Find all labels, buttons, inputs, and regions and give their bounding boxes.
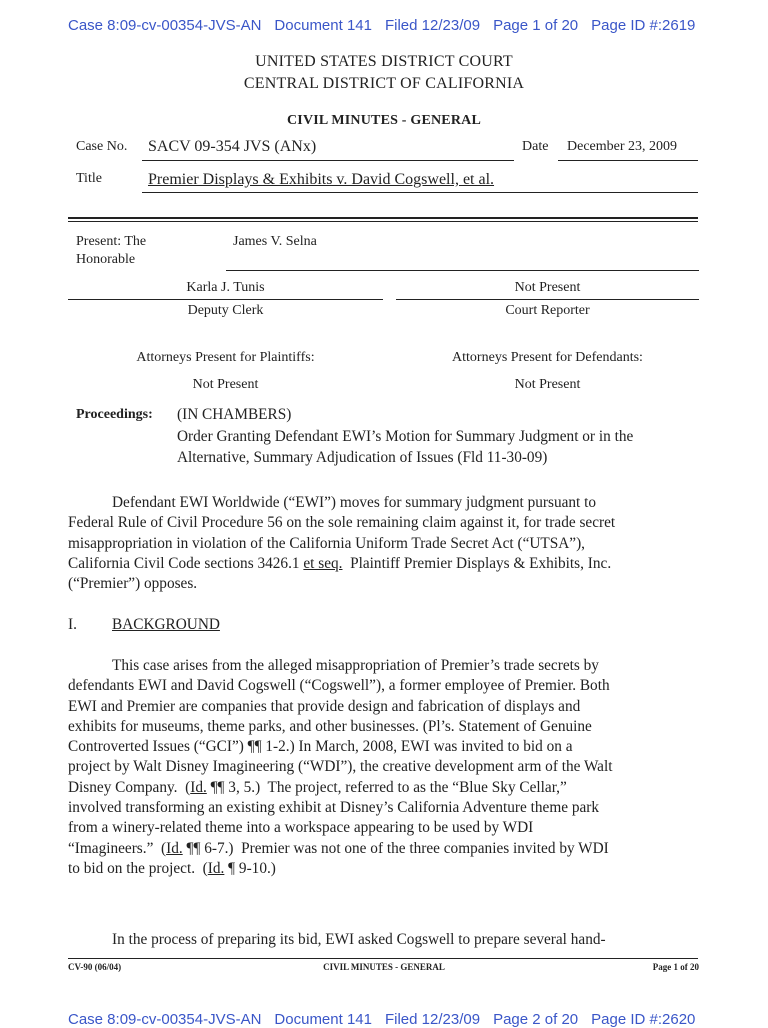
para1-line — [68, 554, 708, 574]
stamp-filed: Filed 12/23/09 — [384, 1011, 481, 1028]
footer-form-number: CV-90 (06/04) — [68, 962, 122, 972]
para2-line: exhibits for museums, theme parks, and other businesses. (Pl’s. Statement of Genuine — [68, 717, 592, 735]
proceedings-line3: Alternative, Summary Adjudication of Issues (Fld 11-30-09) — [177, 449, 548, 466]
date-label: Date — [522, 139, 549, 154]
para2-line: This case arises from the alleged misappropriation of Premier’s trade secrets by — [112, 657, 599, 674]
para1-text: California Civil Code sections 3426.1 — [68, 554, 304, 572]
body-paragraph-2 — [68, 656, 708, 879]
case-no-label: Case No. — [76, 139, 128, 154]
para2-line — [68, 839, 708, 859]
judge-rule — [226, 270, 699, 271]
para2-line: Controverted Issues (“GCI”) ¶¶ 1-2.) In March, 2008, EWI was invited to bid on a — [68, 738, 573, 756]
present-label-2: Honorable — [76, 252, 136, 267]
para2-line — [68, 778, 708, 798]
citation-et-seq: et seq. — [303, 554, 343, 572]
para2-text: Disney Company. ( — [68, 778, 191, 796]
stamp-case: Case 8:09-cv-00354-JVS-AN — [68, 1011, 262, 1028]
separator-rule-top — [68, 217, 698, 219]
para1-line: misappropriation in violation of the California Uniform Trade Secret Act (“UTSA”), — [68, 534, 586, 552]
case-no-value: SACV 09-354 JVS (ANx) — [148, 138, 317, 155]
reporter-role: Court Reporter — [505, 303, 590, 318]
clerk-role: Deputy Clerk — [187, 303, 264, 318]
stamp-case: Case 8:09-cv-00354-JVS-AN — [68, 17, 262, 34]
para2-text: ¶ 9-10.) — [224, 859, 276, 877]
para1-text: Plaintiff Premier Displays & Exhibits, Inc. — [342, 554, 612, 572]
proceedings-label: Proceedings: — [76, 407, 153, 422]
body-paragraph-3: In the process of preparing its bid, EWI asked Cogswell to prepare several hand- — [112, 931, 606, 948]
stamp-page-id: Page ID #:2619 — [591, 17, 696, 34]
para1-line: Federal Rule of Civil Procedure 56 on the sole remaining claim against it, for trade secret — [68, 514, 616, 532]
court-name-line2: CENTRAL DISTRICT OF CALIFORNIA — [243, 75, 525, 92]
present-label-1: Present: The — [76, 234, 147, 249]
para2-line: EWI and Premier are companies that provide design and fabrication of displays and — [68, 697, 581, 715]
stamp-page-id: Page ID #:2620 — [591, 1011, 696, 1028]
body-paragraph-1 — [68, 493, 708, 594]
para1-line: Defendant EWI Worldwide (“EWI”) moves for summary judgment pursuant to — [112, 494, 597, 511]
citation-id: Id. — [190, 778, 207, 796]
attorneys-defendants-label: Attorneys Present for Defendants: — [452, 350, 643, 365]
stamp-page: Page 1 of 20 — [493, 17, 579, 34]
para2-text: ¶¶ 3, 5.) The project, referred to as the “Blue Sky Cellar,” — [206, 778, 567, 796]
stamp-filed: Filed 12/23/09 — [384, 17, 481, 34]
para2-line: project by Walt Disney Imagineering (“WDI”), the creative development arm of the Walt — [68, 758, 613, 776]
case-no-rule — [142, 160, 514, 161]
case-title: Premier Displays & Exhibits v. David Cogswell, et al. — [148, 171, 495, 188]
para1-line: (“Premier”) opposes. — [68, 575, 198, 593]
reporter-rule — [396, 299, 699, 300]
next-page-filing-stamp — [68, 1011, 695, 1028]
court-name-line1: UNITED STATES DISTRICT COURT — [255, 53, 513, 70]
title-rule — [142, 192, 698, 193]
stamp-page: Page 2 of 20 — [493, 1011, 579, 1028]
para2-text: “Imagineers.” ( — [68, 839, 167, 857]
para2-line: defendants EWI and David Cogswell (“Cogswell”), a former employee of Premier. Both — [68, 677, 610, 695]
proceedings-line1: (IN CHAMBERS) — [177, 406, 292, 423]
separator-rule-bottom — [68, 221, 698, 222]
filing-stamp — [68, 17, 695, 34]
para2-line — [68, 859, 708, 879]
judge-name: James V. Selna — [233, 234, 317, 249]
section-number: I. — [68, 616, 77, 633]
footer-page: Page 1 of 20 — [652, 962, 699, 972]
title-label: Title — [76, 171, 102, 186]
date-value: December 23, 2009 — [567, 139, 678, 154]
proceedings-line2: Order Granting Defendant EWI’s Motion for Summary Judgment or in the — [177, 428, 634, 445]
para2-line: involved transforming an existing exhibit at Disney’s California Adventure theme park — [68, 799, 600, 817]
citation-id: Id. — [166, 839, 183, 857]
attorneys-defendants-value: Not Present — [514, 377, 581, 392]
date-rule — [558, 160, 698, 161]
para2-text: ¶¶ 6-7.) Premier was not one of the three companies invited by WDI — [182, 839, 609, 857]
citation-id: Id. — [207, 859, 225, 877]
stamp-document: Document 141 — [274, 17, 372, 34]
clerk-name: Karla J. Tunis — [186, 280, 265, 295]
clerk-rule — [68, 299, 383, 300]
attorneys-plaintiffs-label: Attorneys Present for Plaintiffs: — [136, 350, 315, 365]
footer-rule — [68, 958, 698, 959]
attorneys-plaintiffs-value: Not Present — [192, 377, 259, 392]
para2-text: to bid on the project. ( — [68, 859, 208, 877]
stamp-document: Document 141 — [274, 1011, 372, 1028]
reporter-name: Not Present — [514, 280, 581, 295]
minutes-title: CIVIL MINUTES - GENERAL — [286, 113, 482, 128]
footer-title: CIVIL MINUTES - GENERAL — [323, 962, 445, 972]
para2-line: from a winery-related theme into a workspace appearing to be used by WDI — [68, 819, 534, 837]
section-title: BACKGROUND — [112, 616, 220, 633]
